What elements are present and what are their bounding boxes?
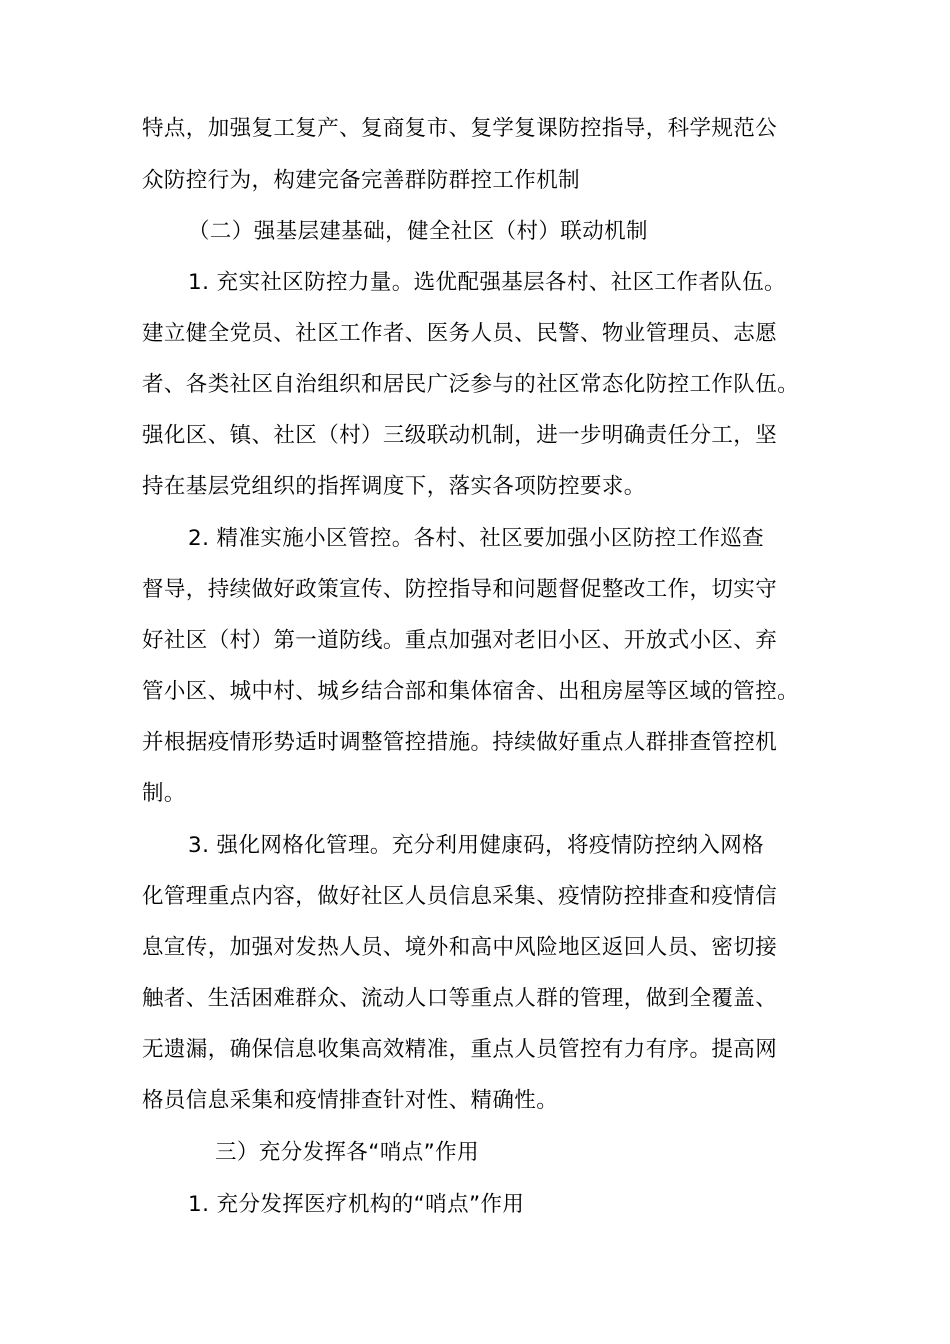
subsection-heading: 1. 充实社区防控力量。选优配强基层各村、社区工作者队伍。: [188, 270, 786, 295]
section-heading: 三）充分发挥各“哨点”作用: [215, 1140, 479, 1165]
text-line: 无遗漏，确保信息收集高效精准，重点人员管控有力有序。提高网: [142, 1037, 778, 1062]
text-line: 建立健全党员、社区工作者、医务人员、民警、物业管理员、志愿: [142, 321, 778, 346]
section-heading: （二）强基层建基础，健全社区（村）联动机制: [188, 219, 648, 244]
text-line: 督导，持续做好政策宣传、防控指导和问题督促整改工作，切实守: [142, 577, 778, 602]
subsection-heading: 2. 精准实施小区管控。各村、社区要加强小区防控工作巡查: [188, 526, 765, 551]
text-line: 息宣传，加强对发热人员、境外和高中风险地区返回人员、密切接: [142, 935, 778, 960]
text-line: 者、各类社区自治组织和居民广泛参与的社区常态化防控工作队伍。: [142, 372, 800, 397]
text-line: 众防控行为，构建完备完善群防群控工作机制: [142, 168, 581, 193]
text-line: 持在基层党组织的指挥调度下，落实各项防控要求。: [142, 474, 646, 499]
text-line: 好社区（村）第一道防线。重点加强对老旧小区、开放式小区、弃: [142, 628, 778, 653]
text-line: 管小区、城中村、城乡结合部和集体宿舍、出租房屋等区域的管控。: [142, 679, 800, 704]
subsection-heading: 1. 充分发挥医疗机构的“哨点”作用: [188, 1192, 525, 1217]
subsection-heading: 3. 强化网格化管理。充分利用健康码，将疫情防控纳入网格: [188, 833, 765, 858]
text-line: 特点，加强复工复产、复商复市、复学复课防控指导，科学规范公: [142, 116, 778, 141]
text-line: 触者、生活困难群众、流动人口等重点人群的管理，做到全覆盖、: [142, 986, 778, 1011]
text-line: 并根据疫情形势适时调整管控措施。持续做好重点人群排查管控机: [142, 730, 778, 755]
text-line: 化管理重点内容，做好社区人员信息采集、疫情防控排查和疫情信: [142, 884, 778, 909]
text-line: 格员信息采集和疫情排查针对性、精确性。: [142, 1088, 559, 1113]
text-line: 制。: [142, 781, 186, 806]
text-line: 强化区、镇、社区（村）三级联动机制，进一步明确责任分工，坚: [142, 423, 778, 448]
